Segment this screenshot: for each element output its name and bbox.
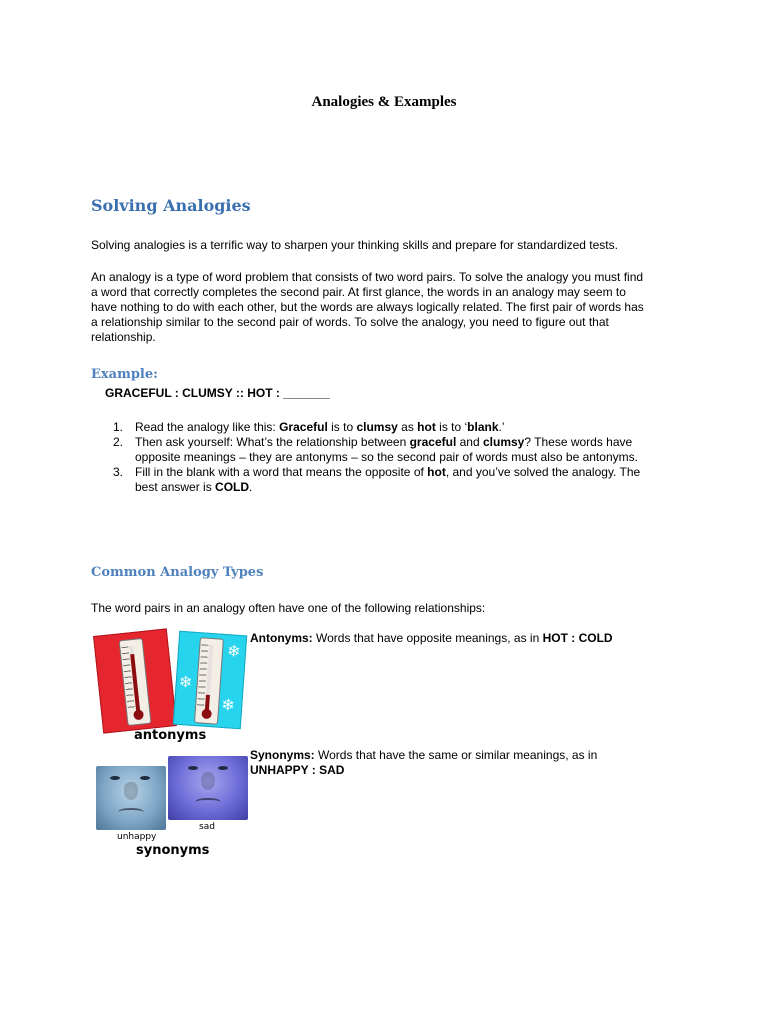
synonyms-definition (250, 748, 680, 778)
definition-line: a relationship similar to the second pair of words. To solve the analogy, you need to figure out that (91, 315, 609, 329)
antonyms-term: Antonyms: (250, 631, 313, 645)
step-text: . (249, 480, 253, 494)
step-text: .’ (498, 420, 505, 434)
step-line (135, 480, 681, 495)
antonyms-hot-panel (93, 628, 177, 733)
definition-line: An analogy is a type of word problem that consists of two word pairs. To solve the analogy you must find (91, 270, 644, 284)
step-text: best answer is (135, 480, 216, 494)
step-text: and (456, 435, 483, 449)
step-bold-text: hot (427, 465, 446, 479)
step-item (91, 420, 681, 435)
step-bold-text: Graceful (279, 420, 328, 434)
cold-thermometer-icon (194, 637, 224, 724)
step-bold-text: graceful (409, 435, 457, 449)
face-left-label: unhappy (117, 832, 157, 842)
definition-line: have nothing to do with each other, but the words are always logically related. The first pair of words has (91, 300, 644, 314)
example-heading: Example: (91, 367, 158, 382)
step-bold-text: clumsy (356, 420, 398, 434)
step-item (91, 465, 681, 495)
step-bold-text: COLD (215, 480, 250, 494)
hot-thermometer-icon (119, 638, 152, 726)
step-text: , and you’ve solved the analogy. The (445, 465, 641, 479)
step-number: 3. (113, 465, 124, 479)
step-item (91, 435, 681, 465)
intro-paragraph: Solving analogies is a terrific way to sharpen your thinking skills and prepare for standardized tests. (91, 238, 618, 252)
snowflake-icon: ❄ (220, 694, 236, 715)
step-line (135, 465, 681, 480)
step-text: Fill in the blank with a word that means the opposite of (135, 465, 428, 479)
step-bold-text: blank (467, 420, 499, 434)
steps-list (91, 420, 681, 495)
step-bold-text: hot (417, 420, 436, 434)
section-heading: Solving Analogies (91, 196, 251, 215)
step-number: 1. (113, 420, 124, 434)
example-analogy: GRACEFUL : CLUMSY :: HOT : _______ (105, 386, 330, 400)
step-text: Read the analogy like this: (135, 420, 280, 434)
synonyms-example: UNHAPPY : SAD (250, 763, 345, 777)
step-line (135, 420, 681, 435)
step-text: opposite meanings – they are antonyms – so the second pair of words must also be antonyms. (135, 450, 638, 464)
synonyms-term: Synonyms: (250, 748, 315, 762)
types-heading: Common Analogy Types (91, 565, 264, 580)
step-text: ? These words have (524, 435, 633, 449)
definition-line: a word that correctly completes the second pair. At first glance, the words in an analogy may seem to (91, 285, 626, 299)
step-text: Then ask yourself: What’s the relationship between (135, 435, 410, 449)
face-right-label: sad (199, 822, 215, 832)
snowflake-icon: ❄ (226, 641, 242, 662)
antonyms-description: Words that have opposite meanings, as in (312, 631, 543, 645)
types-intro: The word pairs in an analogy often have one of the following relationships: (91, 601, 486, 615)
synonyms-description: Words that have the same or similar meanings, as in (314, 748, 598, 762)
antonyms-example: HOT : COLD (542, 631, 613, 645)
definition-paragraph (91, 270, 681, 345)
sad-face-image (168, 756, 248, 820)
snowflake-icon: ❄ (178, 671, 193, 692)
document-title: Analogies & Examples (311, 94, 457, 110)
definition-line: relationship. (91, 330, 156, 344)
step-text: is to ‘ (435, 420, 468, 434)
antonyms-image-label: antonyms (134, 728, 207, 743)
step-bold-text: clumsy (482, 435, 525, 449)
step-line (135, 435, 681, 450)
synonyms-image-label: synonyms (136, 843, 210, 858)
step-line (135, 450, 681, 465)
step-text: is to (327, 420, 357, 434)
unhappy-face-image (96, 766, 166, 830)
step-number: 2. (113, 435, 124, 449)
antonyms-definition (250, 631, 680, 646)
antonyms-cold-panel (173, 631, 247, 730)
step-text: as (397, 420, 418, 434)
